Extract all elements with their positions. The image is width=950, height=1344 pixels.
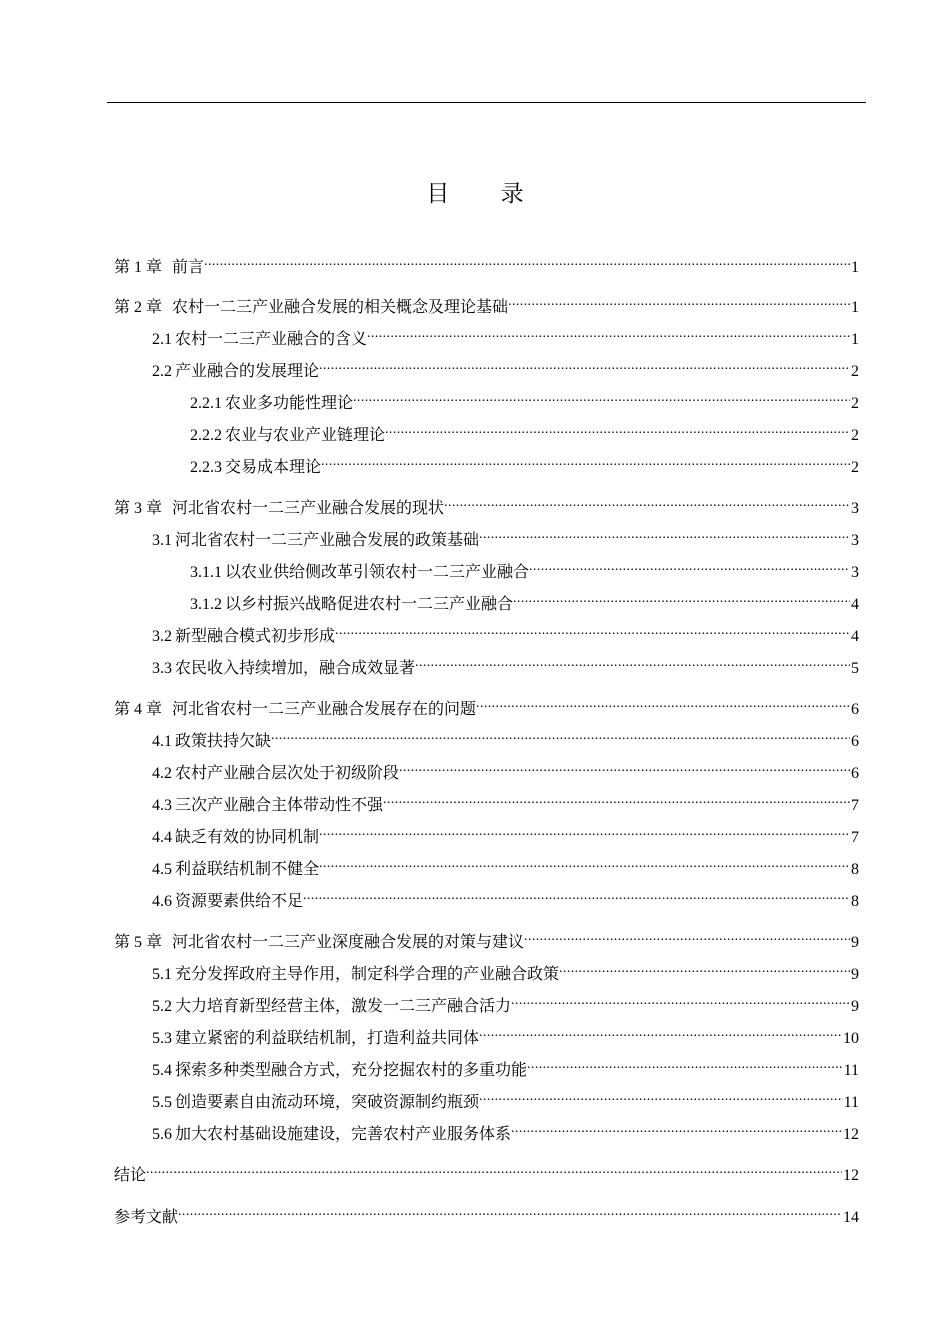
toc-entry[interactable]: [152, 754, 859, 782]
toc-entry-title: 交易成本理论: [225, 457, 322, 476]
section-number: 5.2: [152, 998, 172, 1015]
dot-leader: [513, 585, 850, 609]
toc-entry-title: 建立紧密的利益联结机制，打造利益共同体: [175, 1028, 480, 1047]
chapter-number: 4: [134, 701, 143, 718]
dot-leader: [385, 416, 850, 440]
toc-entry-label: [190, 455, 321, 480]
dot-leader: [476, 690, 850, 714]
page-number: 9: [851, 934, 859, 951]
toc-entry-label: [152, 359, 319, 384]
toc-entry-title: 加大农村基础设施建设，完善农村产业服务体系: [175, 1124, 512, 1143]
toc-entry[interactable]: [114, 248, 859, 276]
toc-entry[interactable]: [152, 352, 859, 380]
page-number: 2: [851, 395, 859, 412]
dot-leader: [559, 955, 850, 979]
toc-entry[interactable]: [152, 1019, 859, 1047]
page-title: 目 录: [426, 181, 546, 207]
toc-entry-label: [114, 697, 476, 722]
toc-entry-label: [152, 962, 559, 987]
dot-leader: [399, 754, 850, 778]
section-number: 3.1: [152, 532, 172, 549]
section-number: 5.3: [152, 1030, 172, 1047]
page-number: 12: [843, 1167, 859, 1184]
toc-entry[interactable]: [152, 987, 859, 1015]
toc-entry[interactable]: [152, 955, 859, 983]
toc-entry[interactable]: [152, 722, 859, 750]
dot-leader: [511, 987, 850, 1011]
toc-entry-title: 创造要素自由流动环境，突破资源制约瓶颈: [175, 1092, 480, 1111]
toc-entry[interactable]: [190, 585, 859, 613]
page-number: 7: [851, 797, 859, 814]
toc-entry-label: [114, 496, 444, 521]
page-number: 10: [843, 1030, 859, 1047]
page-number: 4: [851, 596, 859, 613]
toc-entry-title: 以农业供给侧改革引领农村一二三产业融合: [225, 562, 530, 581]
dot-leader: [479, 521, 850, 545]
dot-leader: [319, 850, 850, 874]
dot-leader: [415, 649, 850, 673]
section-number: 2.2.3: [190, 459, 222, 476]
section-number: 2.1: [152, 331, 172, 348]
chapter-suffix: 章: [146, 297, 163, 316]
toc-entry[interactable]: [114, 923, 859, 951]
toc-entry[interactable]: [152, 320, 859, 348]
section-number: 2.2: [152, 363, 172, 380]
toc-entry-label: [190, 391, 353, 416]
dot-leader: [367, 320, 850, 344]
toc-entry-label: [152, 1026, 479, 1051]
section-number: 5.4: [152, 1062, 172, 1079]
chapter-suffix: 章: [146, 257, 163, 276]
page-number: 2: [851, 427, 859, 444]
page-number: 11: [843, 1062, 859, 1079]
toc-entry[interactable]: [190, 384, 859, 412]
toc-entry[interactable]: [114, 489, 859, 517]
toc-entry[interactable]: [152, 850, 859, 878]
page-number: 12: [843, 1126, 859, 1143]
toc-entry-title: 河北省农村一二三产业深度融合发展的对策与建议: [172, 932, 525, 951]
toc-entry[interactable]: [114, 1198, 859, 1226]
section-number: 4.1: [152, 733, 172, 750]
toc-entry-title: 资源要素供给不足: [175, 891, 304, 910]
section-number: 4.4: [152, 829, 172, 846]
toc-entry[interactable]: [152, 882, 859, 910]
dot-leader: [508, 288, 850, 312]
toc-entry-title: 农村一二三产业融合发展的相关概念及理论基础: [172, 297, 509, 316]
toc-entry[interactable]: [152, 521, 859, 549]
toc-entry-label: [152, 761, 399, 786]
page-number: 4: [851, 628, 859, 645]
page-number: 8: [851, 861, 859, 878]
toc-entry-label: [152, 624, 335, 649]
toc-entry[interactable]: [152, 1051, 859, 1079]
chapter-suffix: 章: [146, 699, 163, 718]
dot-leader: [204, 248, 850, 272]
section-number: 3.3: [152, 660, 172, 677]
page-number: 2: [851, 459, 859, 476]
section-number: 4.3: [152, 797, 172, 814]
chapter-number: 5: [134, 934, 143, 951]
toc-entry-title: 农业多功能性理论: [225, 393, 354, 412]
toc-entry-title: 河北省农村一二三产业融合发展的政策基础: [175, 530, 480, 549]
toc-entry-title: 河北省农村一二三产业融合发展的现状: [172, 498, 445, 517]
page-number: 7: [851, 829, 859, 846]
toc-entry-label: [152, 656, 415, 681]
page-number: 3: [851, 532, 859, 549]
toc-entry[interactable]: [190, 448, 859, 476]
page-number: 14: [843, 1209, 859, 1226]
toc-entry-label: [152, 1058, 527, 1083]
toc-entry-title: 河北省农村一二三产业融合发展存在的问题: [172, 699, 477, 718]
section-number: 3.1.1: [190, 564, 222, 581]
toc-entry[interactable]: [190, 416, 859, 444]
toc-entry-label: [190, 423, 385, 448]
toc-entry-title: 农业与农业产业链理论: [225, 425, 386, 444]
section-number: 3.2: [152, 628, 172, 645]
toc-entry-title: 农民收入持续增加，融合成效显著: [175, 658, 416, 677]
toc-entry[interactable]: [152, 1083, 859, 1111]
toc-entry-title: 大力培育新型经营主体，激发一二三产融合活力: [175, 996, 512, 1015]
toc-entry-label: [152, 994, 511, 1019]
header-rule: [107, 102, 866, 103]
toc-entry-title: 产业融合的发展理论: [175, 361, 320, 380]
toc-entry-label: [152, 327, 367, 352]
dot-leader: [319, 818, 850, 842]
dot-leader: [335, 617, 850, 641]
page-number: 6: [851, 701, 859, 718]
page-number: 8: [851, 893, 859, 910]
dot-leader: [524, 923, 850, 947]
toc-entry[interactable]: [114, 690, 859, 718]
chapter-number: 2: [134, 299, 143, 316]
chapter-suffix: 章: [146, 498, 163, 517]
toc-entry-label: [152, 528, 479, 553]
toc-entry-title: 结论: [114, 1165, 147, 1184]
toc-entry-title: 农村产业融合层次处于初级阶段: [175, 763, 400, 782]
toc-entry-label: [152, 825, 319, 850]
toc-entry-label: [152, 793, 383, 818]
page-number: 11: [843, 1094, 859, 1111]
dot-leader: [383, 786, 850, 810]
toc-entry-label: [114, 930, 524, 955]
dot-leader: [529, 553, 850, 577]
toc-entry-label: [190, 592, 513, 617]
dot-leader: [271, 722, 850, 746]
section-number: 4.2: [152, 765, 172, 782]
toc-entry-title: 充分发挥政府主导作用，制定科学合理的产业融合政策: [175, 964, 560, 983]
section-number: 2.2.2: [190, 427, 222, 444]
toc-entry[interactable]: [152, 617, 859, 645]
toc-entry-label: [152, 729, 271, 754]
toc-entry-label: [114, 1205, 178, 1229]
toc-entry[interactable]: [152, 1115, 859, 1143]
page-number: 3: [851, 500, 859, 517]
toc-entry[interactable]: [190, 553, 859, 581]
dot-leader: [319, 352, 850, 376]
chapter-prefix: 第: [114, 699, 131, 718]
toc-entry-title: 缺乏有效的协同机制: [175, 827, 320, 846]
toc-entry-title: 利益联结机制不健全: [175, 859, 320, 878]
page-number: 6: [851, 765, 859, 782]
page-number: 5: [851, 660, 859, 677]
toc-entry-label: [152, 1090, 479, 1115]
toc-entry-label: [152, 1122, 511, 1147]
toc-entry[interactable]: [114, 1156, 859, 1184]
toc-entry-title: 探索多种类型融合方式，充分挖掘农村的多重功能: [175, 1060, 528, 1079]
dot-leader: [479, 1019, 842, 1043]
chapter-prefix: 第: [114, 297, 131, 316]
dot-leader: [321, 448, 850, 472]
chapter-number: 1: [134, 259, 143, 276]
toc-entry-label: [152, 857, 319, 882]
toc-entry-title: 三次产业融合主体带动性不强: [175, 795, 384, 814]
dot-leader: [479, 1083, 843, 1107]
dot-leader: [146, 1156, 842, 1180]
toc-entry-title: 以乡村振兴战略促进农村一二三产业融合: [225, 594, 514, 613]
section-number: 5.6: [152, 1126, 172, 1143]
section-number: 2.2.1: [190, 395, 222, 412]
toc-entry-title: 前言: [172, 257, 205, 276]
section-number: 3.1.2: [190, 596, 222, 613]
toc-entry[interactable]: [152, 818, 859, 846]
page-number: 2: [851, 363, 859, 380]
chapter-prefix: 第: [114, 932, 131, 951]
page-number: 3: [851, 564, 859, 581]
dot-leader: [511, 1115, 842, 1139]
toc-entry-title: 参考文献: [114, 1207, 179, 1226]
page-number: 9: [851, 998, 859, 1015]
dot-leader: [444, 489, 850, 513]
toc-entry-title: 新型融合模式初步形成: [175, 626, 336, 645]
toc-entry-label: [114, 295, 508, 320]
dot-leader: [178, 1198, 842, 1222]
dot-leader: [527, 1051, 843, 1075]
toc-entry[interactable]: [152, 649, 859, 677]
toc-entry-label: [114, 1163, 146, 1187]
toc-entry-label: [190, 560, 529, 585]
section-number: 4.6: [152, 893, 172, 910]
page-number: 1: [851, 299, 859, 316]
toc-entry-title: 农村一二三产业融合的含义: [175, 329, 368, 348]
page-number: 1: [851, 331, 859, 348]
chapter-prefix: 第: [114, 257, 131, 276]
dot-leader: [303, 882, 850, 906]
toc-entry[interactable]: [114, 288, 859, 316]
section-number: 5.5: [152, 1094, 172, 1111]
dot-leader: [353, 384, 850, 408]
page-number: 1: [851, 259, 859, 276]
page-number: 6: [851, 733, 859, 750]
chapter-suffix: 章: [146, 932, 163, 951]
chapter-number: 3: [134, 500, 143, 517]
toc-entry-label: [152, 889, 303, 914]
chapter-prefix: 第: [114, 498, 131, 517]
section-number: 4.5: [152, 861, 172, 878]
page-number: 9: [851, 966, 859, 983]
toc-entry[interactable]: [152, 786, 859, 814]
toc-entry-title: 政策扶持欠缺: [175, 731, 272, 750]
section-number: 5.1: [152, 966, 172, 983]
toc-entry-label: [114, 255, 204, 280]
